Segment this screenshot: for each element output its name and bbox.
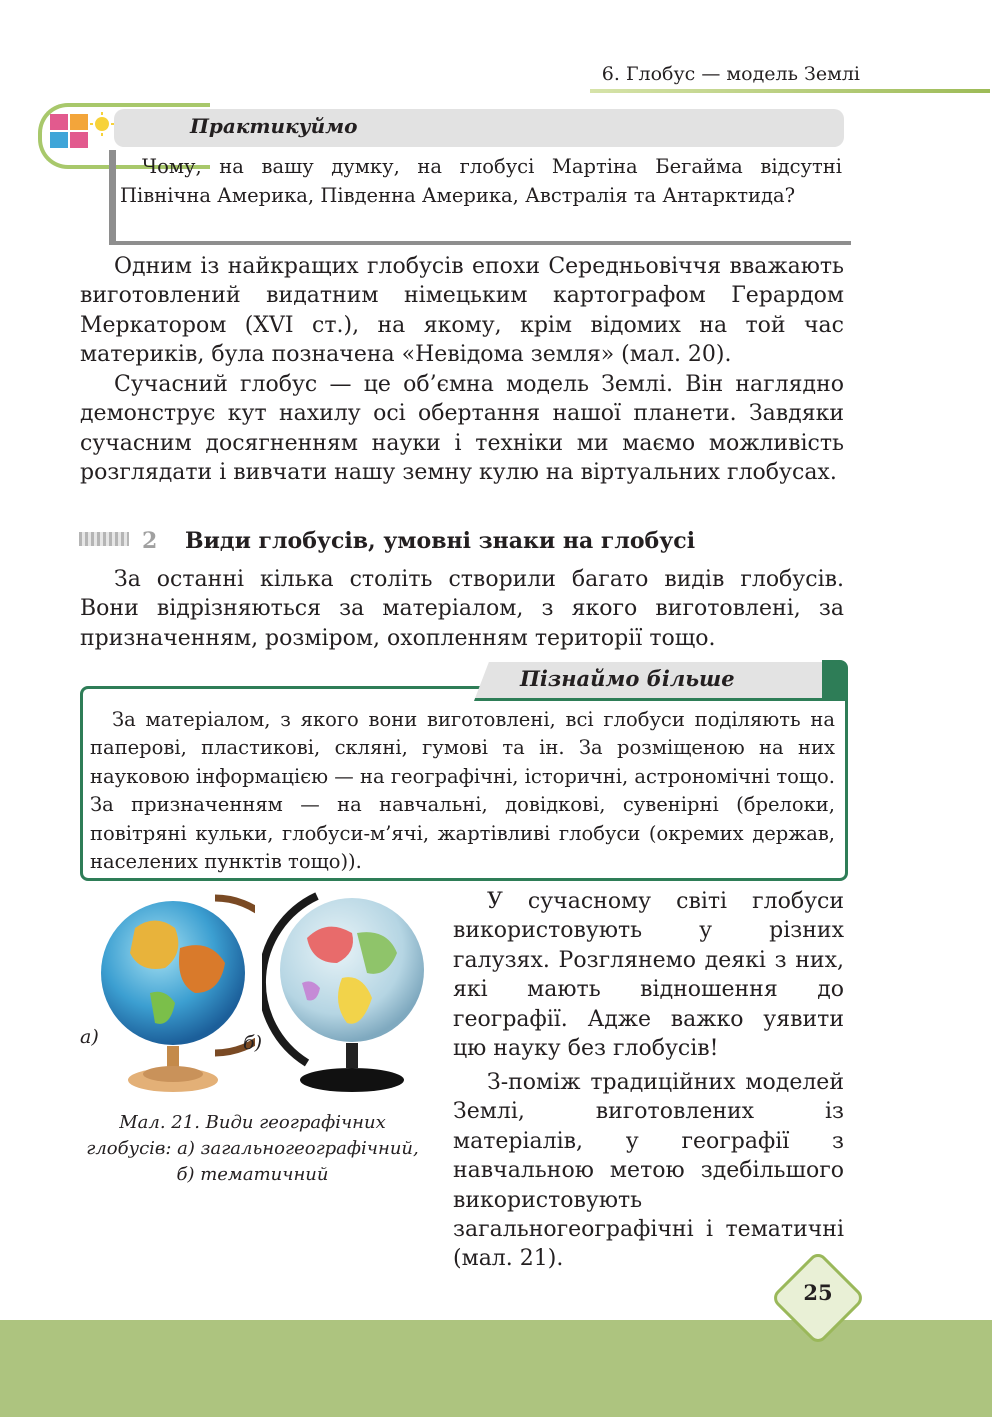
practice-text: Чому, на вашу думку, на глобусі Мартіна Бегайма відсутні Північна Америка, Південна Америка, Австралія та Антарктида? <box>120 155 842 207</box>
section-marker-icon <box>79 532 129 546</box>
page-number: 25 <box>803 1280 833 1305</box>
figure-label-a: а) <box>80 1026 99 1048</box>
figure-label-b: б) <box>243 1032 263 1054</box>
page-footer-band <box>0 1320 992 1417</box>
learn-more-text: За матеріалом, з якого вони виготовлені, всі глобуси поділяють на паперові, пластикові, скляні, гумові та ін. За розміщеною на них науковою інформацією — на географічні, історичні, астрономічні тощо. За призначенням — на навчальні, довідкові, сувенірні (брелоки, повітряні кульки, глобуси-м’ячі, жартівливі глобуси (окремих держав, населених пунктів тощо)). <box>90 708 835 874</box>
paragraph-modern-uses: У сучасному світі глобуси використовують у різних галузях. Розглянемо деякі з них, які мають відношення до географії. Адже важко уявити цю науку без глобусів! <box>453 889 844 1062</box>
learn-more-corner <box>822 660 848 700</box>
paragraph-globe-types: За останні кілька століть створили багато видів глобусів. Вони відрізняються за матеріалом, з якого виготовлені, за призначенням, розміром, охопленням території тощо. <box>80 567 844 651</box>
paragraph-mercator: Одним із найкращих глобусів епохи Середньовіччя вважають виготовлений видатним німецьким картографом Герардом Меркатором (XVI ст.), на якому, крім відомих на той час материків, була позначена «Невідома земля» (мал. 20). <box>80 254 844 368</box>
header-divider <box>590 89 990 93</box>
paragraph-traditional-models: З-поміж традиційних моделей Землі, виготовлених із матеріалів, у географії з навчальною метою здебільшого використовують загальногеографічні і тематичні (мал. 21). <box>453 1070 844 1272</box>
general-geographic-globe-image <box>95 888 255 1098</box>
figure-caption: Мал. 21. Види географічних глобусів: а) загальногеографічний, б) тематичний <box>86 1112 419 1185</box>
practice-label: Практикуймо <box>190 114 358 138</box>
thematic-globe-image <box>262 888 437 1098</box>
chapter-title: 6. Глобус — модель Землі <box>601 63 860 85</box>
section-number: 2 <box>142 528 158 554</box>
paragraph-modern-globe: Сучасний глобус — це об’ємна модель Землі. Він наглядно демонструє кут нахилу осі обертання нашої планети. Завдяки сучасним досягненням науки і техніки ми маємо можливість розглядати і вивчати нашу земну кулю на віртуальних глобусах. <box>80 372 844 486</box>
learn-more-label: Пізнаймо більше <box>520 666 735 691</box>
section-title: Види глобусів, умовні знаки на глобусі <box>185 528 696 554</box>
puzzle-icon <box>46 110 116 156</box>
